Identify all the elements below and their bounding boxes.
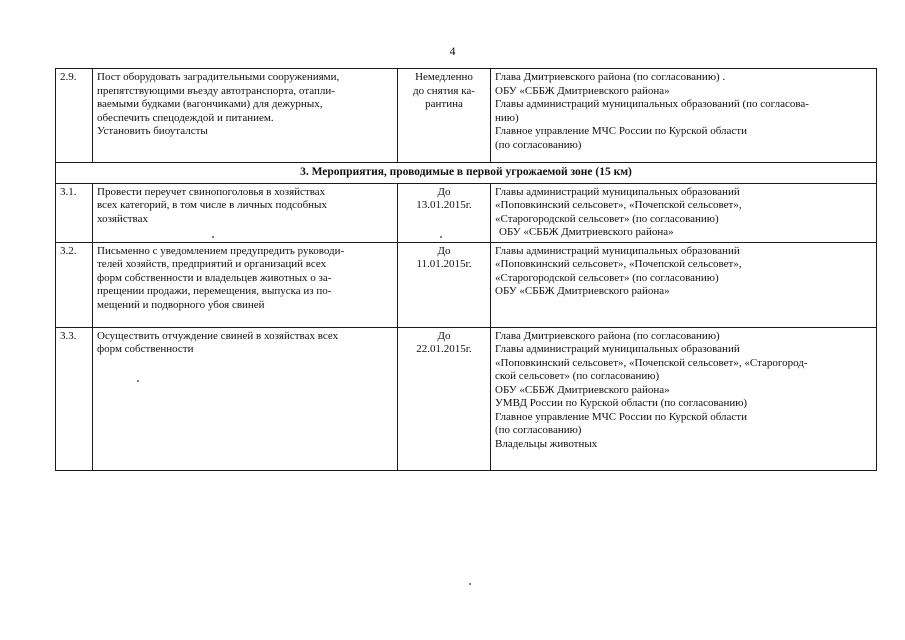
item-number-cell: 3.1. bbox=[56, 183, 93, 242]
task-line: всех категорий, в том числе в личных подсобных bbox=[97, 199, 327, 211]
responsible-line: «Старогородской сельсовет» (по согласованию) bbox=[495, 212, 719, 225]
term-line: Немедленно bbox=[415, 71, 473, 83]
task-cell bbox=[93, 69, 398, 163]
term-line: 22.01.2015г. bbox=[416, 343, 472, 355]
responsible-line: Глава Дмитриевского района (по согласованию) bbox=[495, 329, 720, 342]
task-line: форм собственности bbox=[97, 343, 194, 355]
task-line: телей хозяйств, предприятий и организаций всех bbox=[97, 258, 327, 270]
responsible-line: «Поповкинский сельсовет», «Почепской сельсовет», «Старогород- bbox=[495, 356, 808, 369]
responsible-line: «Старогородской сельсовет» (по согласованию) bbox=[495, 271, 719, 284]
responsible-line: Главы администраций муниципальных образований (по согласова- bbox=[495, 98, 809, 110]
task-line: Провести переучет свинопоголовья в хозяйствах bbox=[97, 185, 326, 198]
responsible-line: ОБУ «СББЖ Дмитриевского района» bbox=[495, 84, 670, 97]
task-line: Письменно с уведомлением предупредить руководи- bbox=[97, 244, 345, 257]
scan-speck bbox=[469, 583, 471, 585]
item-number-cell: 3.3. bbox=[56, 327, 93, 470]
task-cell bbox=[93, 242, 398, 327]
task-line: препятствующими въезду автотранспорта, отапли- bbox=[97, 84, 335, 97]
responsible-line: ОБУ «СББЖ Дмитриевского района» bbox=[499, 226, 674, 238]
task-line: мещений и подворного убоя свиней bbox=[97, 298, 265, 311]
task-cell bbox=[93, 183, 398, 242]
responsible-line: (по согласованию) bbox=[495, 138, 582, 151]
responsible-cell bbox=[491, 183, 877, 242]
term-cell bbox=[398, 327, 491, 470]
responsible-cell bbox=[491, 327, 877, 470]
section-header-row bbox=[56, 163, 877, 184]
responsible-line: «Поповкинский сельсовет», «Почепской сельсовет», bbox=[495, 258, 742, 270]
task-line: Пост оборудовать заградительными сооружениями, bbox=[97, 71, 340, 83]
scan-speck bbox=[137, 380, 139, 382]
responsible-line: Главное управление МЧС России по Курской области bbox=[495, 125, 747, 137]
responsible-line: Главы администраций муниципальных образований bbox=[495, 244, 740, 257]
scan-speck bbox=[212, 236, 214, 238]
task-line: обеспечить спецодеждой и питанием. bbox=[97, 111, 274, 124]
term-line: рантина bbox=[425, 98, 463, 110]
task-line: ваемыми будками (вагончиками) для дежурных, bbox=[97, 98, 323, 110]
term-line: До bbox=[437, 185, 451, 198]
responsible-line: Главное управление МЧС России по Курской области bbox=[495, 410, 747, 423]
task-line: прещении продажи, перемещения, выпуска из по- bbox=[97, 285, 332, 297]
table-row-3-2 bbox=[56, 242, 877, 327]
measures-table bbox=[55, 68, 877, 471]
term-cell bbox=[398, 69, 491, 163]
responsible-line: Глава Дмитриевского района (по согласованию) . bbox=[495, 71, 726, 83]
page-number: 4 bbox=[449, 44, 456, 58]
responsible-line: «Поповкинский сельсовет», «Почепской сельсовет», bbox=[495, 199, 742, 211]
responsible-line: ОБУ «СББЖ Дмитриевского района» bbox=[495, 285, 670, 297]
term-line: 13.01.2015г. bbox=[416, 199, 472, 211]
responsible-line: Владельцы животных bbox=[495, 437, 598, 450]
responsible-line: ОБУ «СББЖ Дмитриевского района» bbox=[495, 383, 670, 396]
task-line: форм собственности и владельцев животных о за- bbox=[97, 271, 332, 284]
term-cell bbox=[398, 183, 491, 242]
table-row-3-1 bbox=[56, 183, 877, 242]
responsible-line: УМВД России по Курской области (по согласованию) bbox=[495, 397, 748, 409]
responsible-line: ской сельсовет» (по согласованию) bbox=[495, 370, 660, 382]
term-line: До bbox=[437, 329, 451, 342]
responsible-line: Главы администраций муниципальных образований bbox=[495, 343, 740, 355]
responsible-line: (по согласованию) bbox=[495, 424, 582, 436]
item-number-cell: 2.9. bbox=[56, 69, 93, 163]
term-line: до снятия ка- bbox=[413, 84, 475, 97]
term-cell bbox=[398, 242, 491, 327]
responsible-cell bbox=[491, 242, 877, 327]
section-title: 3. Мероприятия, проводимые в первой угрожаемой зоне (15 км) bbox=[56, 163, 877, 184]
responsible-line: Главы администраций муниципальных образований bbox=[495, 185, 740, 198]
term-line: 11.01.2015г. bbox=[416, 258, 472, 270]
task-line: Осуществить отчуждение свиней в хозяйствах всех bbox=[97, 329, 339, 342]
task-cell bbox=[93, 327, 398, 470]
table-row-3-3 bbox=[56, 327, 877, 470]
responsible-cell bbox=[491, 69, 877, 163]
task-line: хозяйствах bbox=[97, 212, 148, 225]
term-line: До bbox=[437, 244, 451, 257]
table-row-2-9 bbox=[56, 69, 877, 163]
responsible-line: нию) bbox=[495, 111, 519, 124]
scan-speck bbox=[440, 236, 442, 238]
item-number-cell: 3.2. bbox=[56, 242, 93, 327]
task-line: Установить биоуталсты bbox=[97, 125, 208, 137]
